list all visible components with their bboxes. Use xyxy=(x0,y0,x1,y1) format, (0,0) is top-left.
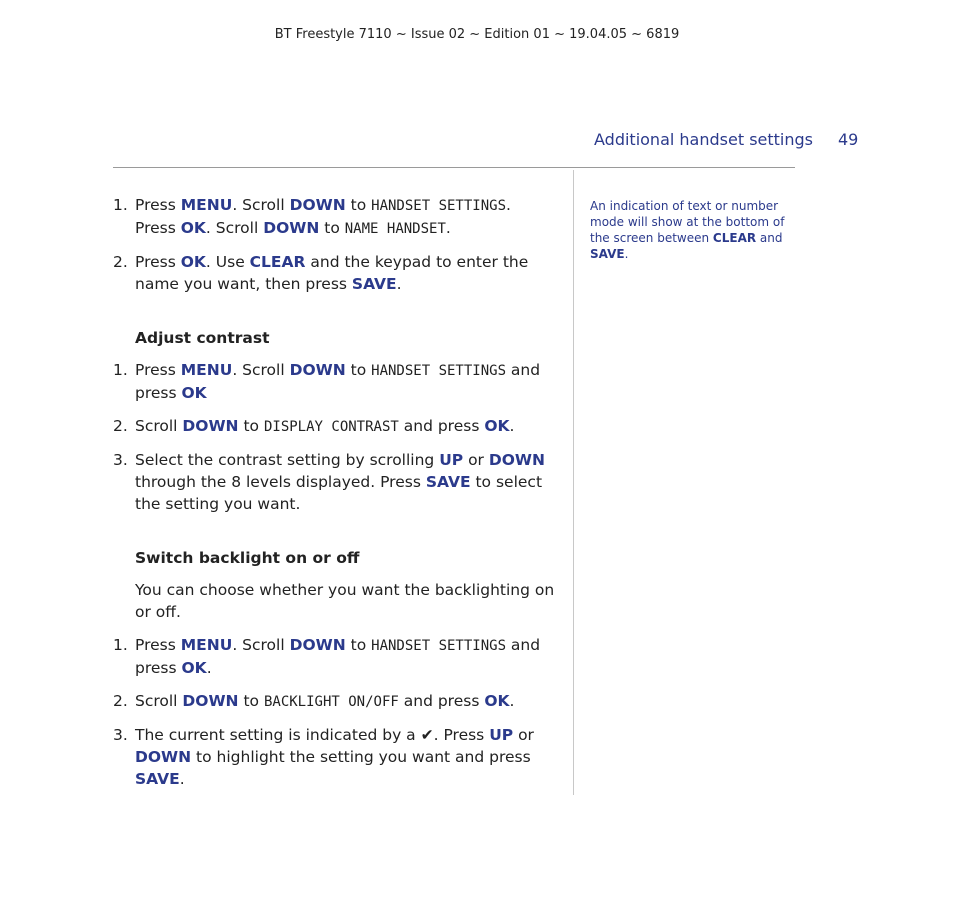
key-down: DOWN xyxy=(289,196,346,214)
key-clear: CLEAR xyxy=(249,253,306,271)
key-down: DOWN xyxy=(488,451,545,469)
step-item: 2. Scroll DOWN to BACKLIGHT ON/OFF and press OK. xyxy=(113,692,515,710)
step-item: 3. Select the contrast setting by scrolling UP or DOWN through the 8 levels displayed. Press SAVE to select the setting you want. xyxy=(113,451,545,513)
key-down: DOWN xyxy=(263,219,320,237)
key-down: DOWN xyxy=(289,361,346,379)
main-content xyxy=(113,194,558,801)
column-divider xyxy=(573,170,574,795)
display-text: NAME HANDSET xyxy=(344,221,446,237)
step-item: 1. Press MENU. Scroll DOWN to HANDSET SETTINGS. Press OK. Scroll DOWN to NAME HANDSET. xyxy=(113,196,511,237)
step-item: 3. The current setting is indicated by a ✔. Press UP or DOWN to highlight the setting you want and press SAVE. xyxy=(113,726,534,788)
key-up: UP xyxy=(489,726,514,744)
step-item: 1. Press MENU. Scroll DOWN to HANDSET SETTINGS and press OK. xyxy=(113,636,541,677)
side-note-key-clear: CLEAR xyxy=(712,231,757,245)
key-down: DOWN xyxy=(289,636,346,654)
key-down: DOWN xyxy=(135,748,192,766)
backlight-steps xyxy=(113,634,558,790)
handset-name-steps xyxy=(113,194,558,295)
key-menu: MENU xyxy=(180,196,233,214)
display-text: HANDSET SETTINGS xyxy=(371,198,506,214)
key-menu: MENU xyxy=(180,636,233,654)
key-ok: OK xyxy=(484,692,510,710)
step-item: 2. Press OK. Use CLEAR and the keypad to enter the name you want, then press SAVE. xyxy=(113,253,529,293)
key-up: UP xyxy=(439,451,464,469)
display-text: DISPLAY CONTRAST xyxy=(263,419,399,435)
checkmark-icon: ✔ xyxy=(420,726,434,744)
side-note-text: and xyxy=(756,231,783,245)
header-divider xyxy=(113,167,795,168)
key-ok: OK xyxy=(181,384,207,402)
key-save: SAVE xyxy=(425,473,471,491)
display-text: HANDSET SETTINGS xyxy=(371,638,506,654)
key-save: SAVE xyxy=(351,275,397,293)
key-ok: OK xyxy=(181,659,207,677)
step-number: 2. xyxy=(113,417,128,435)
step-number: 1. xyxy=(113,361,128,379)
step-item: 1. Press MENU. Scroll DOWN to HANDSET SETTINGS and press OK xyxy=(113,361,541,402)
side-note-text: An indication of text or number mode will show at the bottom of the screen between xyxy=(590,199,785,245)
side-note-key-save: SAVE xyxy=(590,247,625,261)
key-down: DOWN xyxy=(182,417,239,435)
step-number: 3. xyxy=(113,726,128,744)
contrast-steps xyxy=(113,359,558,515)
key-ok: OK xyxy=(180,253,206,271)
key-down: DOWN xyxy=(182,692,239,710)
key-ok: OK xyxy=(180,219,206,237)
display-text: HANDSET SETTINGS xyxy=(371,363,506,379)
step-number: 1. xyxy=(113,196,128,214)
subheading-switch-backlight: Switch backlight on or off xyxy=(135,549,360,567)
backlight-intro: You can choose whether you want the backlighting on or off. xyxy=(135,581,555,621)
key-ok: OK xyxy=(484,417,510,435)
step-number: 2. xyxy=(113,692,128,710)
side-note xyxy=(590,198,786,262)
key-menu: MENU xyxy=(180,361,233,379)
step-item: 2. Scroll DOWN to DISPLAY CONTRAST and press OK. xyxy=(113,417,515,435)
step-number: 2. xyxy=(113,253,128,271)
display-text: BACKLIGHT ON/OFF xyxy=(263,694,399,710)
key-save: SAVE xyxy=(135,770,180,788)
subheading-adjust-contrast: Adjust contrast xyxy=(135,329,270,347)
page-number: 49 xyxy=(838,130,859,149)
section-title: Additional handset settings xyxy=(594,130,813,149)
side-note-text: . xyxy=(624,247,629,261)
step-number: 1. xyxy=(113,636,128,654)
document-info-header: BT Freestyle 7110 ~ Issue 02 ~ Edition 01 ~ 19.04.05 ~ 6819 xyxy=(274,27,680,42)
step-number: 3. xyxy=(113,451,128,469)
